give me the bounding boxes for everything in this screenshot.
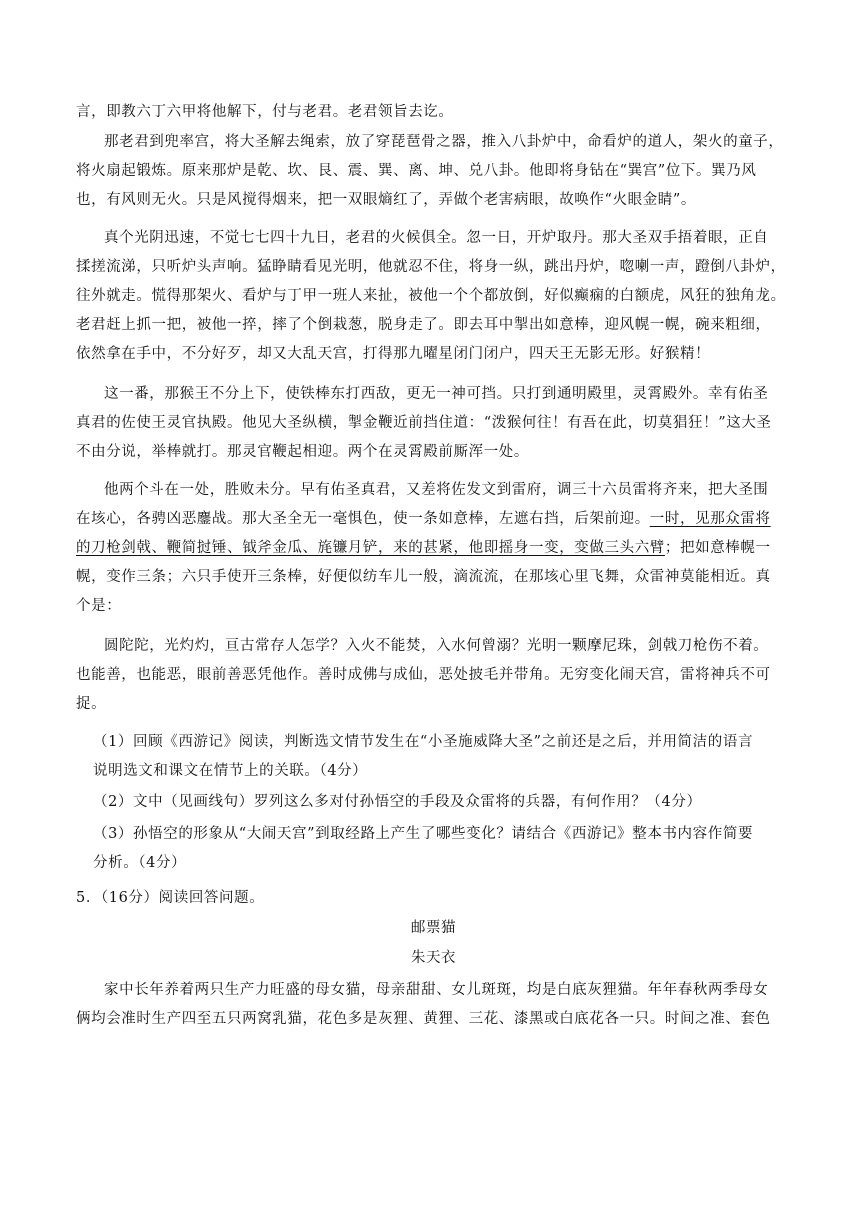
plain-text: ；把如意棒幌一 [664,540,771,556]
text-line: 个是： [76,598,122,614]
paragraph-furnace [0,128,867,215]
text-line: 真个光阴迅速，不觉七七四十九日，老君的火候俱全。忽一日，开炉取丹。那大圣双手捂着眼，正自 [104,230,769,246]
question-text: （2）文中（见画线句）罗列这么多对付孙悟空的手段及众雷将的兵器，有何作用？（4分） [93,794,702,810]
text-line: 也，有风则无火。只是风搅得烟来，把一双眼熵红了，弄做个老害病眼，故唤作“火眼金睛”。 [76,192,697,208]
paragraph-verse [0,632,867,719]
section-heading: 5．（16分）阅读回答问题。 [76,890,265,906]
paragraph-continuation [0,98,867,127]
text-line: 将火扇起锻炼。原来那炉是乾、坎、艮、震、巽、离、坤、兑八卦。他即将身钻在“巽宫”位下。巽乃风 [76,163,757,179]
question-text: （1）回顾《西游记》阅读，判断选文情节发生在“小圣施威降大圣”之前还是之后，并用简洁的语言 [93,734,754,750]
text-line: 幌，变作三条；六只手使开三条棒，好便似纺车儿一般，滴流流，在那垓心里飞舞，众雷神莫能相近。真 [76,569,771,585]
question-text: 说明选文和课文在情节上的关联。（4分） [93,763,368,779]
article-title [0,914,867,943]
paragraph-lingguan [0,380,867,467]
text-line: 捉。 [76,696,107,712]
text-line: 他两个斗在一处，胜败未分。早有佑圣真君，又差将佐发文到雷府，调三十六员雷将齐来，把大圣围 [104,482,769,498]
text-line: 依然拿在手中，不分好歹，却又大乱天宫，打得那九曜星闭门闭户，四天王无影无形。好猴精！ [76,346,711,362]
paragraph-stamp-cats [0,976,867,1034]
text-line: 不由分说，举棒就打。那灵官鞭起相迎。两个在灵霄殿前厮浑一处。 [76,444,529,460]
question-3 [0,820,867,878]
text-line [0,534,867,563]
text-line: 真君的佐使王灵官执殿。他见大圣纵横，掣金鞭近前挡住道：“泼猴何往！有吾在此，切莫猖狂！”这大圣 [76,415,772,431]
text-line [0,505,867,534]
section-5-heading [0,884,867,913]
article-title-text: 邮票猫 [410,920,457,936]
question-2 [0,788,867,817]
paragraph-escape [0,224,867,369]
question-text: （3）孙悟空的形象从“大闹天宫”到取经路上产生了哪些变化？请结合《西游记》整本书内容作简要 [93,826,754,842]
paragraph-thunder-generals [0,476,867,621]
article-author [0,944,867,973]
text-line: 俩均会准时生产四至五只两窝乳猫，花色多是灰狸、黄狸、三花、漆黑或白底花各一只。时间之准、套色 [76,1011,771,1027]
question-1 [0,728,867,786]
author-name: 朱天衣 [410,950,457,966]
question-text: 分析。（4分） [93,855,187,871]
text-line: 家中长年养着两只生产力旺盛的母女猫，母亲甜甜、女儿斑斑，均是白底灰狸猫。年年春秋两季母女 [104,982,769,998]
underlined-sentence: 的刀枪剑戟、鞭简挝锤、钺斧金瓜、旄镰月铲，来的甚紧，他即摇身一变，变做三头六臂 [76,540,665,556]
text-line: 言，即教六丁六甲将他解下，付与老君。老君领旨去讫。 [76,104,454,120]
text-line: 往外就走。慌得那架火、看炉与丁甲一班人来扯，被他一个个都放倒，好似癫痫的白额虎，风狂的独角龙。 [76,288,786,304]
text-line: 圆陀陀，光灼灼，亘古常存人怎学？入火不能焚，入水何曾溺？光明一颗摩尼珠，剑戟刀枪伤不着。 [104,638,769,654]
text-line: 老君赶上抓一把，被他一捽，摔了个倒栽葱，脱身走了。即去耳中掣出如意棒，迎风幌一幌，碗来粗细， [76,317,771,333]
plain-text: 在垓心，各骋凶恶鏖战。那大圣全无一毫惧色，使一条如意棒，左遮右挡，后架前迎。 [76,511,650,527]
text-line: 揉搓流涕，只听炉头声响。猛睁睛看见光明，他就忍不住，将身一纵，跳出丹炉，唿喇一声，蹬倒八卦炉， [76,259,786,275]
text-line: 这一番，那猴王不分上下，使铁棒东打西敌，更无一神可挡。只打到通明殿里，灵霄殿外。幸有佑圣 [104,386,769,402]
underlined-sentence: 一时，见那众雷将 [649,511,771,527]
text-line: 那老君到兜率宫，将大圣解去绳索，放了穿琵琶骨之器，推入八卦炉中，命看炉的道人，架火的童子， [104,134,784,150]
text-line: 也能善，也能恶，眼前善恶凭他作。善时成佛与成仙，恶处披毛并带角。无穷变化闹天宫，雷将神兵不可 [76,667,771,683]
